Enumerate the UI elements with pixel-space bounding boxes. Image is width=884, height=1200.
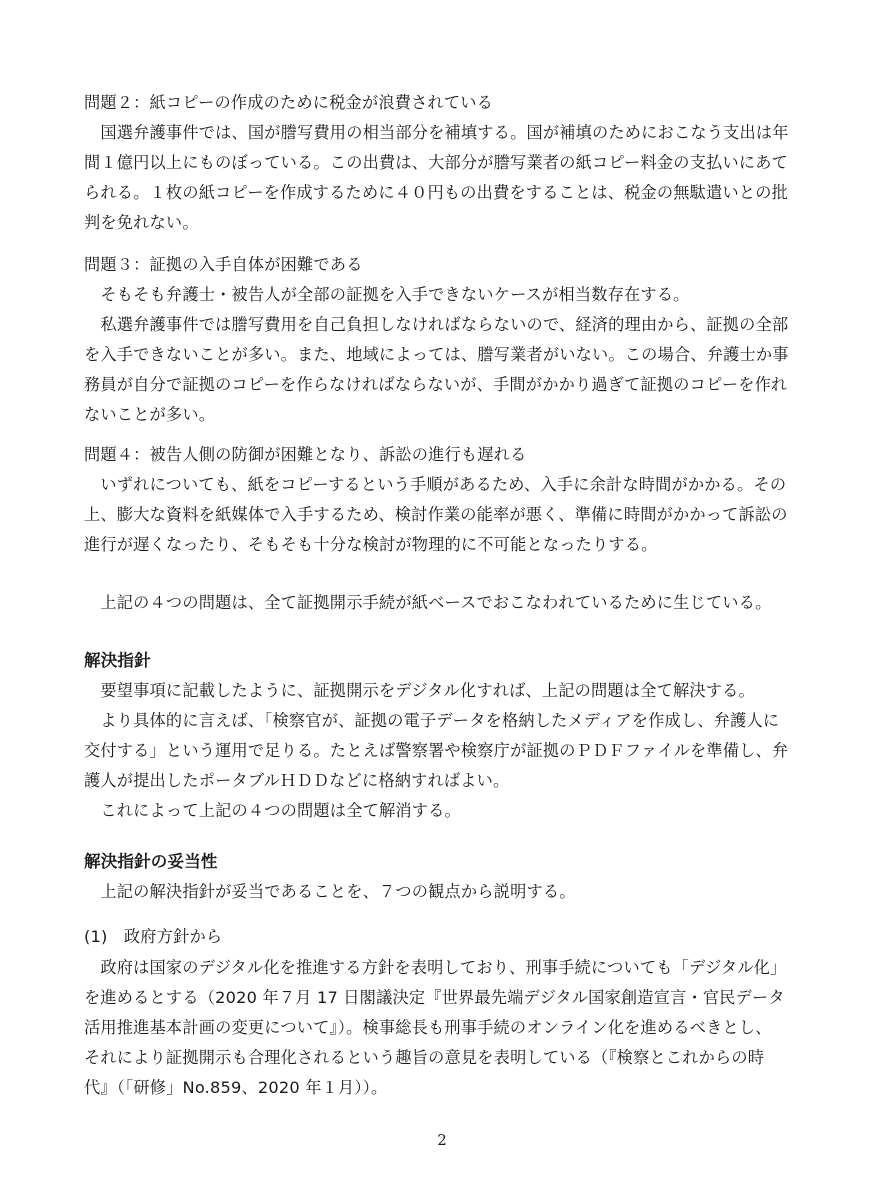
- paragraph-line: それにより証拠開示も合理化されるという趣旨の意見を表明している（『検察とこれからの時: [84, 1048, 765, 1067]
- paragraph-line: より具体的に言えば、「検察官が、証拠の電子データを格納したメディアを作成し、弁護人に: [84, 711, 780, 730]
- paragraph-line: 務員が自分で証拠のコピーを作らなければならないが、手間がかかり過ぎて証拠のコピーを作れ: [84, 375, 788, 394]
- paragraph-line: 進行が遅くなったり、そもそも十分な検討が物理的に不可能となったりする。: [84, 535, 658, 554]
- paragraph-line: これによって上記の４つの問題は全て解消する。: [84, 801, 461, 820]
- paragraph-line: を入手できないことが多い。また、地域によっては、謄写業者がいない。この場合、弁護士か事: [84, 345, 789, 364]
- section-heading-solution: 解決指針: [84, 651, 151, 670]
- paragraph-line: 代』（「研修」No.859、2020 年１月））。: [84, 1078, 388, 1097]
- paragraph-line: 上、膨大な資料を紙媒体で入手するため、検討作業の能率が悪く、準備に時間がかかって訴訟の: [84, 505, 788, 524]
- paragraph-line: 上記の解決指針が妥当であることを、７つの観点から説明する。: [84, 882, 576, 901]
- paragraph-line: ないことが多い。: [84, 405, 216, 424]
- paragraph-line: 活用推進基本計画の変更について』）。検事総長も刑事手続のオンライン化を進めるべきとし、: [84, 1018, 772, 1037]
- paragraph-line: を進めるとする（2020 年７月 17 日閣議決定『世界最先端デジタル国家創造宣言・官民データ: [84, 988, 785, 1007]
- paragraph-line: られる。１枚の紙コピーを作成するために４０円もの出費をすることは、税金の無駄遣いとの批: [84, 183, 789, 202]
- subsection-heading: (1) 政府方針から: [84, 927, 223, 946]
- section-heading-validity: 解決指針の妥当性: [84, 852, 218, 871]
- paragraph-line: いずれについても、紙をコピーするという手順があるため、入手に余計な時間がかかる。その: [84, 475, 787, 494]
- paragraph-line: 政府は国家のデジタル化を推進する方針を表明しており、刑事手続についても「デジタル化」: [84, 958, 787, 977]
- paragraph-line: 要望事項に記載したように、証拠開示をデジタル化すれば、上記の問題は全て解決する。: [84, 681, 755, 700]
- page-number: 2: [437, 1131, 447, 1149]
- paragraph-line: 国選弁護事件では、国が謄写費用の相当部分を補填する。国が補填のためにおこなう支出は年: [84, 123, 789, 142]
- paragraph-line: 私選弁護事件では謄写費用を自己負担しなければならないので、経済的理由から、証拠の全部: [84, 315, 789, 334]
- paragraph-line: 護人が提出したポータブルＨＤＤなどに格納すればよい。: [84, 771, 510, 790]
- summary-line: 上記の４つの問題は、全て証拠開示手続が紙ベースでおこなわれているために生じている。: [84, 593, 772, 612]
- problem-2-heading: 問題２：紙コピーの作成のために税金が浪費されている: [84, 93, 494, 112]
- paragraph-line: そもそも弁護士・被告人が全部の証拠を入手できないケースが相当数存在する。: [84, 285, 690, 304]
- paragraph-line: 判を免れない。: [84, 213, 199, 232]
- paragraph-line: 間１億円以上にものぼっている。この出費は、大部分が謄写業者の紙コピー料金の支払いにあて: [84, 153, 789, 172]
- paragraph-line: 交付する」という運用で足りる。たとえば警察署や検察庁が証拠のＰＤＦファイルを準備し、弁: [84, 741, 789, 760]
- problem-3-heading: 問題３：証拠の入手自体が困難である: [84, 255, 363, 274]
- problem-4-heading: 問題４：被告人側の防御が困難となり、訴訟の進行も遅れる: [84, 445, 527, 464]
